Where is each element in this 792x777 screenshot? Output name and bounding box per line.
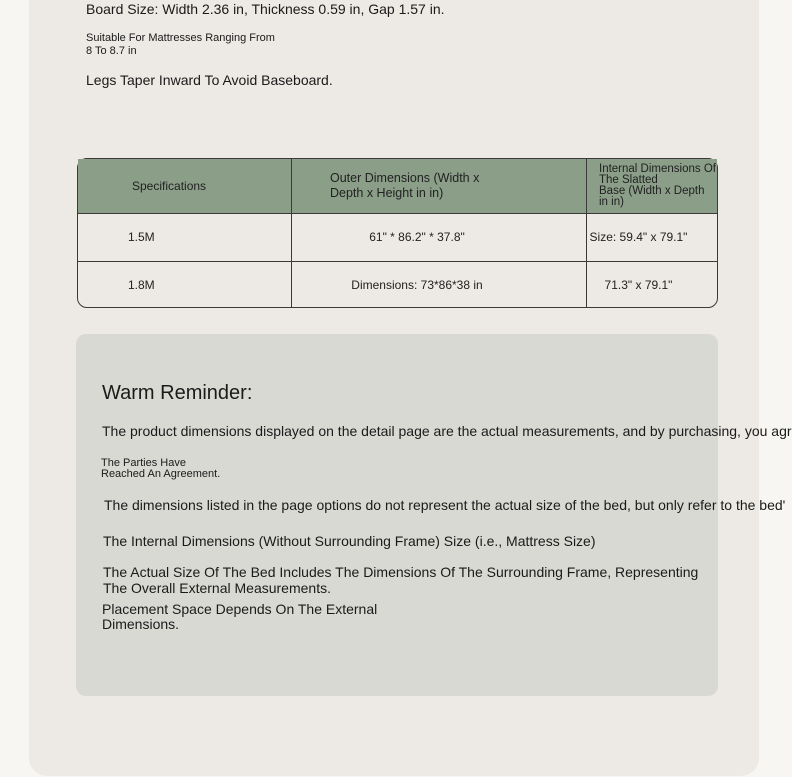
header-specifications: Specifications <box>78 159 292 213</box>
header-internal-line1: Internal Dimensions Of The Slatted <box>599 162 716 186</box>
table-row <box>78 213 717 262</box>
placement-line1: Placement Space Depends On The External <box>102 601 378 617</box>
reminder-agreement <box>101 458 220 480</box>
warm-reminder-box <box>76 334 792 696</box>
reminder-title: Warm Reminder: <box>102 382 253 404</box>
agreement-line2: Reached An Agreement. <box>101 468 221 480</box>
agreement-line1: The Parties Have <box>101 457 186 469</box>
legs-text: Legs Taper Inward To Avoid Baseboard. <box>86 72 333 88</box>
mattress-range-line1: Suitable For Mattresses Ranging From <box>86 32 275 44</box>
dimensions-table <box>77 158 718 308</box>
placement-line2: Dimensions. <box>102 616 180 632</box>
cell-spec: 1.8M <box>78 262 292 307</box>
cell-internal: 71.3" x 79.1" <box>604 277 673 292</box>
header-outer-line1: Outer Dimensions (Width x <box>330 170 480 185</box>
table-row <box>78 262 717 307</box>
reminder-paragraph <box>103 564 703 596</box>
mattress-range-line2: 8 To 8.7 in <box>86 44 137 57</box>
header-internal-dimensions <box>587 159 718 213</box>
board-size-text: Board Size: Width 2.36 in, Thickness 0.59 in, Gap 1.57 in. <box>86 1 445 17</box>
reminder-paragraph: The dimensions listed in the page options do not represent the actual size of the bed, but only refer to the bed' <box>104 497 786 513</box>
cell-spec: 1.5M <box>78 213 292 262</box>
header-internal-line2: Base (Width x Depth in in) <box>599 184 705 208</box>
reminder-paragraph: The Internal Dimensions (Without Surrounding Frame) Size (i.e., Mattress Size) <box>103 533 596 549</box>
reminder-paragraph <box>102 602 402 632</box>
actual-size-line1: The Actual Size Of The Bed Includes The Dimensions Of The Surrounding Frame, Representing <box>103 564 699 580</box>
mattress-range-text <box>86 32 306 57</box>
header-outer-line2: Depth x Height in in) <box>330 185 444 200</box>
reminder-paragraph: The product dimensions displayed on the detail page are the actual measurements, and by purchasing, you agr <box>102 423 792 439</box>
header-outer-dimensions <box>292 159 587 213</box>
table-header-row <box>78 159 717 213</box>
actual-size-line2: The Overall External Measurements. <box>103 580 331 596</box>
cell-outer: Dimensions: 73*86*38 in <box>292 262 587 307</box>
cell-internal: Size: 59.4" x 79.1" <box>587 213 718 262</box>
cell-outer: 61" * 86.2" * 37.8" <box>292 213 587 262</box>
